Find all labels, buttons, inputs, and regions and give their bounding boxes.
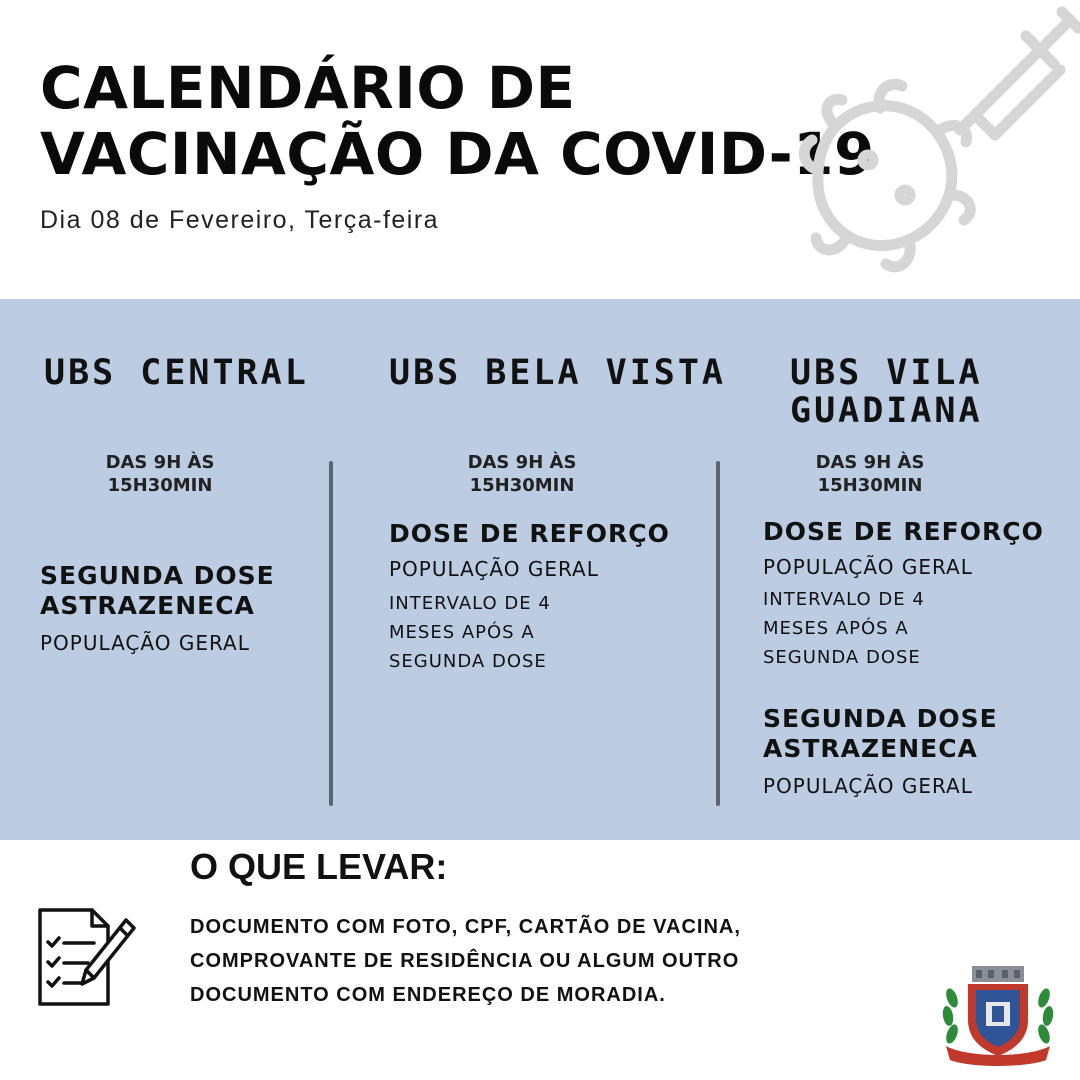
interval-line-2: MESES APÓS A [763,618,909,639]
dose-interval [389,589,670,676]
title-line-2: VACINAÇÃO DA COVID-19 [40,120,875,188]
requirement-line-1: DOCUMENTO COM FOTO, CPF, CARTÃO DE VACINA, [190,916,741,938]
date-subtitle: Dia 08 de Fevereiro, Terça-feira [40,206,440,234]
what-to-bring-list [190,910,830,1012]
requirement-line-2: COMPROVANTE DE RESIDÊNCIA OU ALGUM OUTRO [190,950,740,972]
dose-population: POPULAÇÃO GERAL [763,774,973,798]
dose-name-line-1: DOSE DE REFORÇO [763,517,1044,546]
dose-population: POPULAÇÃO GERAL [763,555,973,579]
ubs-name: UBS CENTRAL [44,353,309,393]
checklist-document-pen-icon [36,908,140,1012]
hours-line-2: 15H30MIN [817,475,923,496]
dose-block [40,561,275,655]
ubs-name-line-2: GUADIANA [790,391,983,431]
dose-interval [763,585,1044,672]
dose-name-line-2: ASTRAZENECA [763,734,978,763]
ubs-vila-guadiana-column [790,354,983,430]
column-divider [716,461,720,806]
ubs-bela-vista-column [389,354,726,392]
hours-line-1: DAS 9H ÀS [815,452,925,473]
title-line-1: CALENDÁRIO DE [40,54,576,122]
hours-line-1: DAS 9H ÀS [467,452,577,473]
dose-block [389,519,670,676]
requirement-line-3: DOCUMENTO COM ENDEREÇO DE MORADIA. [190,984,666,1006]
dose-name-line-2: ASTRAZENECA [40,591,255,620]
interval-line-3: SEGUNDA DOSE [389,651,547,672]
ubs-central-column [44,354,309,392]
hours-line-2: 15H30MIN [469,475,575,496]
opening-hours [60,451,260,497]
dose-population: POPULAÇÃO GERAL [40,631,250,655]
interval-line-1: INTERVALO DE 4 [763,589,925,610]
hours-line-1: DAS 9H ÀS [105,452,215,473]
interval-line-2: MESES APÓS A [389,622,535,643]
interval-line-1: INTERVALO DE 4 [389,593,551,614]
hours-line-2: 15H30MIN [107,475,213,496]
ubs-name: UBS BELA VISTA [389,353,727,393]
syringe-and-virus-icon [790,0,1080,300]
interval-line-3: SEGUNDA DOSE [763,647,921,668]
dose-name-line-1: DOSE DE REFORÇO [389,519,670,548]
dose-block [763,517,1044,672]
page-title [40,55,875,187]
opening-hours [770,451,970,497]
dose-population: POPULAÇÃO GERAL [389,557,599,581]
dose-block [763,704,998,798]
schedule-panel [0,299,1080,840]
column-divider [329,461,333,806]
municipal-coat-of-arms-icon [938,958,1058,1070]
dose-name-line-1: SEGUNDA DOSE [763,704,998,733]
ubs-name-line-1: UBS VILA [790,353,983,393]
what-to-bring-title: O QUE LEVAR: [190,846,448,887]
opening-hours [422,451,622,497]
dose-name-line-1: SEGUNDA DOSE [40,561,275,590]
